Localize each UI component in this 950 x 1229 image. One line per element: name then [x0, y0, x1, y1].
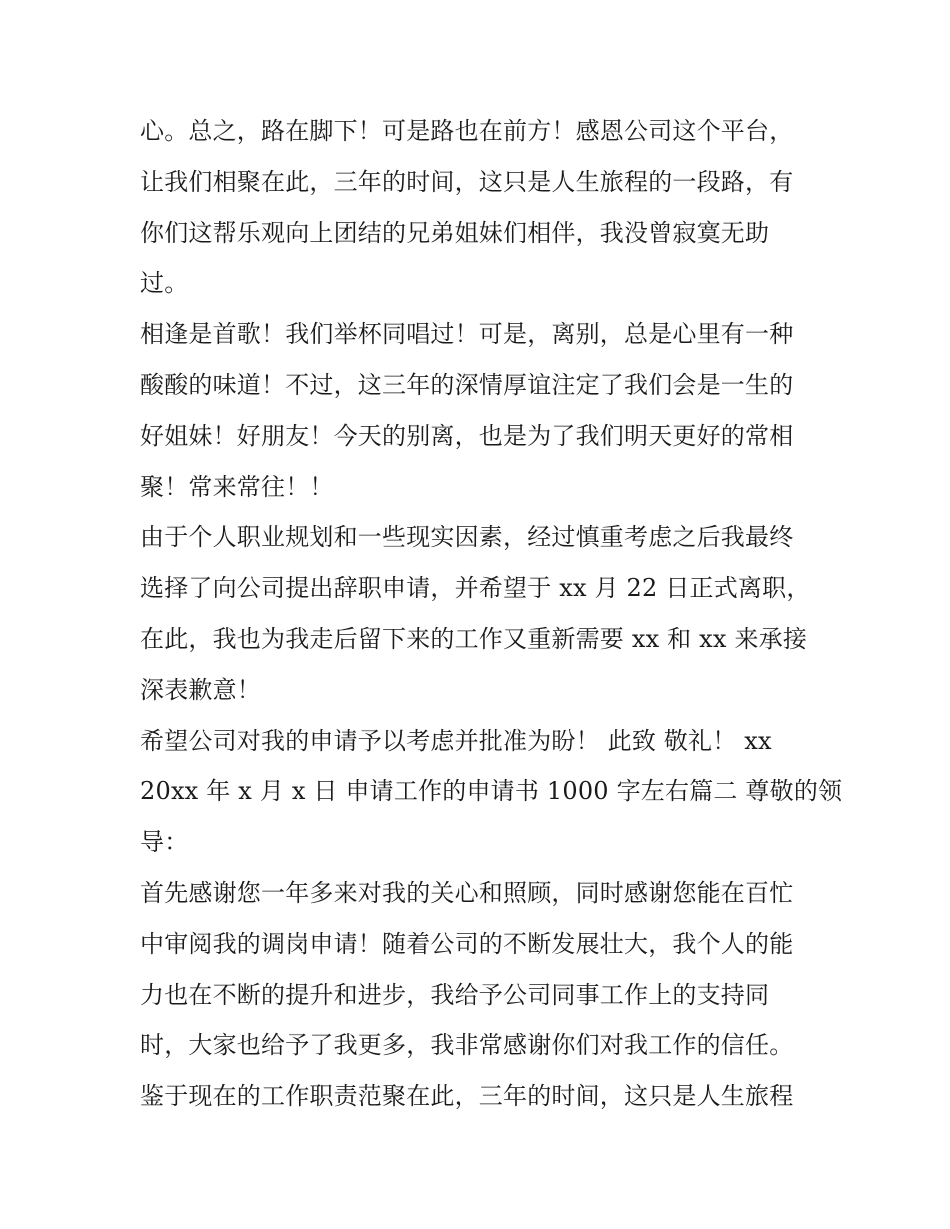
text-line-14: 20xx 年 x 月 x 日 申请工作的申请书 1000 字左右篇二 尊敬的领: [140, 777, 843, 806]
text-line-4: 过。: [140, 269, 189, 298]
text-line-15: 导：: [140, 828, 189, 857]
text-line-18: 力也在不断的提升和进步，我给予公司同事工作上的支持同: [140, 980, 770, 1009]
text-line-1: 心。总之，路在脚下！可是路也在前方！感恩公司这个平台，: [140, 117, 794, 145]
text-line-17: 中审阅我的调岗申请！随着公司的不断发展壮大，我个人的能: [140, 929, 794, 958]
text-line-20: 鉴于现在的工作职责范聚在此，三年的时间，这只是人生旅程: [140, 1082, 794, 1111]
text-line-3: 你们这帮乐观向上团结的兄弟姐妹们相伴，我没曾寂寞无助: [140, 218, 770, 247]
document-body: [140, 106, 843, 1122]
text-line-6: 酸酸的味道！不过，这三年的深情厚谊注定了我们会是一生的: [140, 370, 794, 399]
text-line-5: 相逢是首歌！我们举杯同唱过！可是，离别，总是心里有一种: [140, 320, 794, 349]
text-line-7: 好姐妹！好朋友！今天的别离，也是为了我们明天更好的常相: [140, 421, 794, 450]
text-line-16: 首先感谢您一年多来对我的关心和照顾，同时感谢您能在百忙: [140, 878, 794, 907]
text-line-19: 时，大家也给予了我更多，我非常感谢你们对我工作的信任。: [140, 1031, 794, 1060]
text-line-10: 选择了向公司提出辞职申请，并希望于 xx 月 22 日正式离职，: [140, 574, 811, 603]
text-line-12: 深表歉意！: [140, 675, 261, 704]
text-line-13: 希望公司对我的申请予以考虑并批准为盼！ 此致 敬礼！ xx: [140, 726, 772, 755]
text-line-2: 让我们相聚在此，三年的时间，这只是人生旅程的一段路，有: [140, 167, 794, 196]
text-line-8: 聚！常来常往！！: [140, 472, 334, 501]
text-line-9: 由于个人职业规划和一些现实因素，经过慎重考虑之后我最终: [140, 523, 794, 552]
text-line-11: 在此，我也为我走后留下来的工作又重新需要 xx 和 xx 来承接: [140, 624, 808, 653]
